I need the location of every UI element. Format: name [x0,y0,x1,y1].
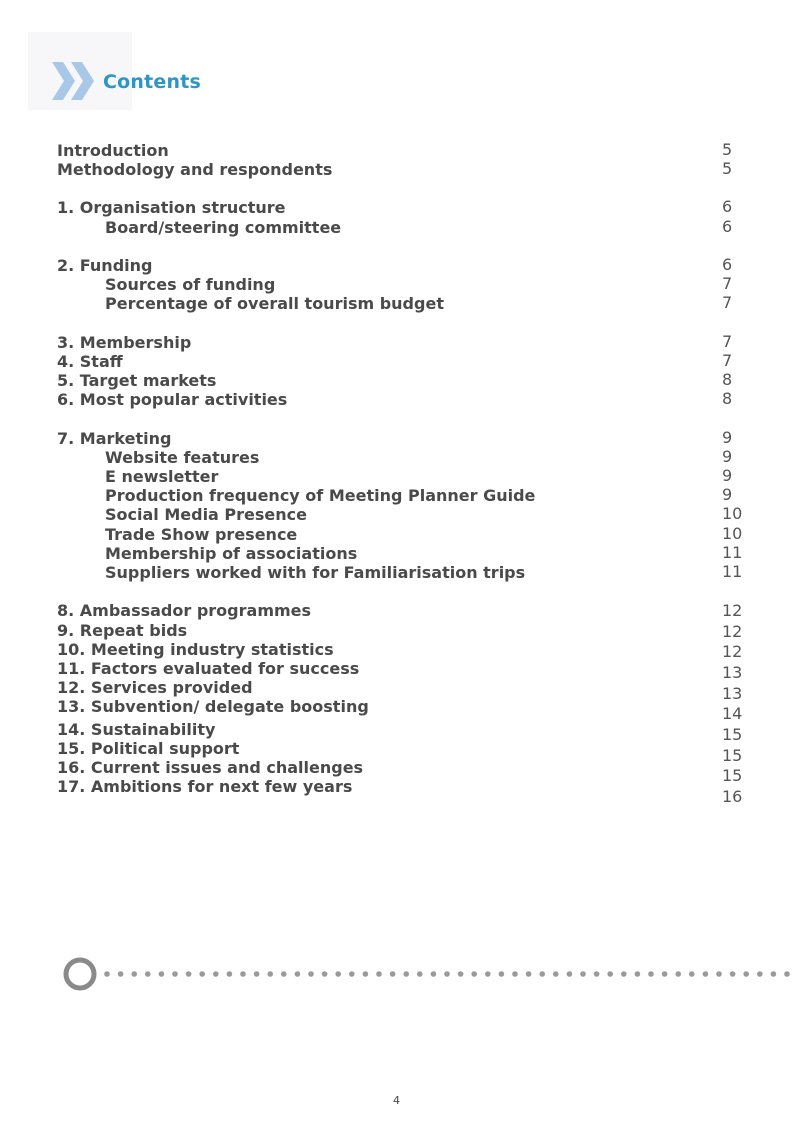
toc-page-number: 6 [722,217,733,236]
decorative-dot [199,971,205,977]
toc-entry-industry-statistics[interactable]: 10. Meeting industry statistics [57,640,334,659]
decorative-dot [458,971,464,977]
toc-entry-repeat-bids[interactable]: 9. Repeat bids [57,621,188,640]
decorative-dot [730,971,736,977]
decorative-dot [716,971,722,977]
toc-page-number: 5 [722,140,733,159]
decorative-dot [363,971,369,977]
decorative-dot [335,971,341,977]
decorative-dot [322,971,328,977]
decorative-dot [607,971,613,977]
toc-entry-marketing[interactable]: 7. Marketing [57,429,172,448]
toc-page-number: 6 [722,197,733,216]
decorative-dot [594,971,600,977]
toc-subentry-website-features[interactable]: Website features [105,448,260,467]
toc-entry-factors-success[interactable]: 11. Factors evaluated for success [57,659,360,678]
decorative-dot [512,971,518,977]
decorative-dot [675,971,681,977]
decorative-dot [784,971,790,977]
toc-page-number: 7 [722,332,733,351]
toc-subentry-social-media[interactable]: Social Media Presence [105,505,307,524]
decorative-dot [471,971,477,977]
toc-entry-popular-activities[interactable]: 6. Most popular activities [57,390,288,409]
toc-page-number: 13 [722,663,743,682]
decorative-dot [757,971,763,977]
decorative-dot [118,971,124,977]
page-number: 4 [393,1094,400,1107]
toc-page-number: 14 [722,704,743,723]
decorative-dot [703,971,709,977]
decorative-dot [390,971,396,977]
toc-page-number: 13 [722,684,743,703]
decorative-dot [376,971,382,977]
decorative-dot [648,971,654,977]
double-chevron-icon [50,60,98,102]
toc-page-number: 7 [722,274,733,293]
decorative-dot [186,971,192,977]
toc-subentry-associations[interactable]: Membership of associations [105,544,358,563]
toc-subentry-trade-show[interactable]: Trade Show presence [105,525,298,544]
decorative-dot [417,971,423,977]
decorative-dot [743,971,749,977]
toc-entry-methodology[interactable]: Methodology and respondents [57,160,333,179]
toc-entry-introduction[interactable]: Introduction [57,141,169,160]
toc-page-number: 9 [722,428,733,447]
decorative-dot [281,971,287,977]
toc-entry-funding[interactable]: 2. Funding [57,256,153,275]
toc-entry-political-support[interactable]: 15. Political support [57,739,240,758]
decorative-dot [553,971,559,977]
toc-entry-sustainability[interactable]: 14. Sustainability [57,720,216,739]
decorative-dot [227,971,233,977]
decorative-dot [267,971,273,977]
toc-page-number: 15 [722,746,743,765]
decorative-dot [403,971,409,977]
toc-page-number: 9 [722,466,733,485]
decorative-dot [213,971,219,977]
toc-entry-subvention[interactable]: 13. Subvention/ delegate boosting [57,697,369,716]
toc-page-number: 15 [722,725,743,744]
toc-entry-current-issues[interactable]: 16. Current issues and challenges [57,758,364,777]
toc-subentry-meeting-planner-guide[interactable]: Production frequency of Meeting Planner Guide [105,486,536,505]
decorative-dot [567,971,573,977]
toc-subentry-tourism-budget[interactable]: Percentage of overall tourism budget [105,294,444,313]
toc-page-number: 12 [722,601,743,620]
decorative-dot [485,971,491,977]
toc-page-number: 6 [722,255,733,274]
decorative-dotted-line [60,955,793,995]
decorative-dot [662,971,668,977]
decorative-dot [499,971,505,977]
toc-page-number: 7 [722,293,733,312]
toc-entry-ambitions[interactable]: 17. Ambitions for next few years [57,777,353,796]
decorative-dot [145,971,151,977]
decorative-dot [689,971,695,977]
page-title: Contents [103,71,202,93]
toc-entry-organisation-structure[interactable]: 1. Organisation structure [57,198,286,217]
toc-page-number: 15 [722,766,743,785]
toc-page-number: 5 [722,159,733,178]
decorative-dot [444,971,450,977]
decorative-dot [308,971,314,977]
toc-page-number: 8 [722,370,733,389]
decorative-dot [526,971,532,977]
toc-entry-ambassador-programmes[interactable]: 8. Ambassador programmes [57,601,312,620]
toc-subentry-e-newsletter[interactable]: E newsletter [105,467,219,486]
decorative-dot [295,971,301,977]
decorative-dot [131,971,137,977]
decorative-dot [621,971,627,977]
toc-page-number: 10 [722,524,743,543]
toc-page-number: 7 [722,351,733,370]
decorative-dot [159,971,165,977]
toc-page-number: 8 [722,389,733,408]
toc-page-number: 16 [722,787,743,806]
toc-page-number: 10 [722,504,743,523]
decorative-dot [240,971,246,977]
toc-entry-staff[interactable]: 4. Staff [57,352,123,371]
toc-page-number: 11 [722,562,743,581]
toc-subentry-board[interactable]: Board/steering committee [105,218,342,237]
toc-subentry-familiarisation-trips[interactable]: Suppliers worked with for Familiarisation trips [105,563,526,582]
decorative-dot [539,971,545,977]
toc-page-number: 12 [722,642,743,661]
decorative-dot [580,971,586,977]
decorative-dot [104,971,110,977]
decorative-dot [635,971,641,977]
decorative-dot [254,971,260,977]
decorative-dot [431,971,437,977]
toc-page-number: 9 [722,447,733,466]
toc-page-number: 9 [722,485,733,504]
decorative-dot [349,971,355,977]
decorative-dot [771,971,777,977]
toc-entry-services-provided[interactable]: 12. Services provided [57,678,253,697]
toc-subentry-sources-of-funding[interactable]: Sources of funding [105,275,276,294]
decorative-dot [172,971,178,977]
toc-entry-membership[interactable]: 3. Membership [57,333,192,352]
toc-entry-target-markets[interactable]: 5. Target markets [57,371,217,390]
toc-page-number: 12 [722,622,743,641]
toc-page-number: 11 [722,543,743,562]
